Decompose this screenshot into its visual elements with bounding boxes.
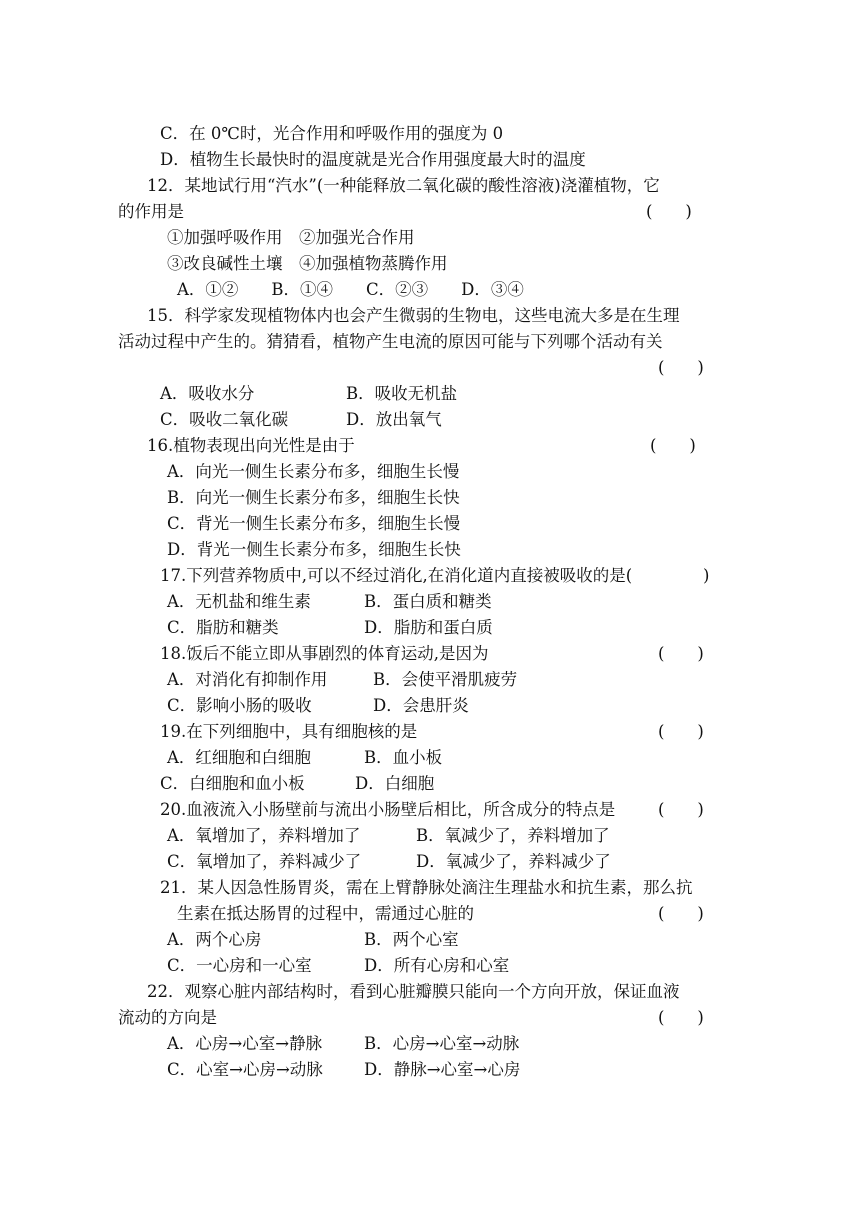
q12-stem-cont: 的作用是 <box>118 202 184 221</box>
q16-option-a: A．向光一侧生长素分布多，细胞生长慢 <box>167 462 460 481</box>
q20-option-c: C．氧增加了，养料减少了 <box>167 852 362 871</box>
q22-option-d: D．静脉→心室→心房 <box>364 1060 521 1079</box>
q18-option-b: B．会使平滑肌疲劳 <box>373 670 518 689</box>
q22-option-a: A．心房→心室→静脉 <box>167 1034 323 1053</box>
q15-option-c: C．吸收二氧化碳 <box>160 410 289 429</box>
q16-option-d: D．背光一侧生长素分布多，细胞生长快 <box>167 540 461 559</box>
q21-stem-cont: 生素在抵达肠胃的过程中，需通过心脏的 <box>177 904 474 923</box>
q21-option-d: D．所有心房和心室 <box>364 956 510 975</box>
q21-stem: 21．某人因急性肠胃炎，需在上臂静脉处滴注生理盐水和抗生素，那么抗 <box>160 878 693 897</box>
answer-blank[interactable]: ) <box>703 566 710 585</box>
q19-option-d: D．白细胞 <box>355 774 435 793</box>
q21-option-a: A．两个心房 <box>167 930 262 949</box>
q20-option-d: D．氧减少了，养料减少了 <box>416 852 611 871</box>
q17-option-b: B．蛋白质和糖类 <box>364 592 492 611</box>
answer-blank[interactable]: ( ) <box>658 800 704 819</box>
q19-option-a: A．红细胞和白细胞 <box>167 748 311 767</box>
q22-stem-cont: 流动的方向是 <box>118 1008 217 1027</box>
q17-option-d: D．脂肪和蛋白质 <box>364 618 493 637</box>
q20-stem: 20.血液流入小肠壁前与流出小肠壁后相比，所含成分的特点是 <box>160 800 616 819</box>
q12-stem: 12．某地试行用“汽水”(一种能释放二氧化碳的酸性溶液)浇灌植物，它 <box>147 176 660 195</box>
q12-statements-1: ①加强呼吸作用 ②加强光合作用 <box>167 228 415 247</box>
q17-option-a: A．无机盐和维生素 <box>167 592 311 611</box>
q15-option-d: D．放出氧气 <box>346 410 442 429</box>
q18-option-a: A．对消化有抑制作用 <box>167 670 328 689</box>
q11-option-d: D．植物生长最快时的温度就是光合作用强度最大时的温度 <box>160 150 586 169</box>
q16-option-c: C．背光一侧生长素分布多，细胞生长慢 <box>167 514 461 533</box>
q12-options: A．①② B．①④ C．②③ D．③④ <box>177 280 524 299</box>
answer-blank[interactable]: ( ) <box>658 644 704 663</box>
q11-option-c: C．在 0℃时，光合作用和呼吸作用的强度为 0 <box>160 124 504 143</box>
q22-option-b: B．心房→心室→动脉 <box>364 1034 520 1053</box>
q19-option-b: B．血小板 <box>364 748 443 767</box>
q16-option-b: B．向光一侧生长素分布多，细胞生长快 <box>167 488 460 507</box>
q22-option-c: C．心室→心房→动脉 <box>167 1060 323 1079</box>
q17-stem: 17.下列营养物质中,可以不经过消化,在消化道内直接被吸收的是( <box>160 566 633 585</box>
q15-stem: 15．科学家发现植物体内也会产生微弱的生物电，这些电流大多是在生理 <box>147 306 680 325</box>
q20-option-a: A．氧增加了，养料增加了 <box>167 826 361 845</box>
q21-option-c: C．一心房和一心室 <box>167 956 312 975</box>
q22-stem: 22．观察心脏内部结构时，看到心脏瓣膜只能向一个方向开放，保证血液 <box>147 982 680 1001</box>
q15-option-b: B．吸收无机盐 <box>346 384 458 403</box>
q18-stem: 18.饭后不能立即从事剧烈的体育运动,是因为 <box>160 644 489 663</box>
q12-statements-2: ③改良碱性土壤 ④加强植物蒸腾作用 <box>167 254 448 273</box>
q15-option-a: A．吸收水分 <box>160 384 255 403</box>
answer-blank[interactable]: ( ) <box>658 904 704 923</box>
answer-blank[interactable]: ( ) <box>658 722 704 741</box>
q15-stem-cont: 活动过程中产生的。猜猜看，植物产生电流的原因可能与下列哪个活动有关 <box>118 332 663 351</box>
q16-stem: 16.植物表现出向光性是由于 <box>147 436 355 455</box>
q18-option-d: D．会患肝炎 <box>373 696 469 715</box>
answer-blank[interactable]: ( ) <box>646 202 692 221</box>
q21-option-b: B．两个心室 <box>364 930 459 949</box>
q19-stem: 19.在下列细胞中，具有细胞核的是 <box>160 722 418 741</box>
answer-blank[interactable]: ( ) <box>658 358 704 377</box>
q17-option-c: C．脂肪和糖类 <box>167 618 279 637</box>
answer-blank[interactable]: ( ) <box>658 1008 704 1027</box>
answer-blank[interactable]: ( ) <box>650 436 696 455</box>
q18-option-c: C．影响小肠的吸收 <box>167 696 312 715</box>
q20-option-b: B．氧减少了，养料增加了 <box>416 826 610 845</box>
q19-option-c: C．白细胞和血小板 <box>160 774 305 793</box>
